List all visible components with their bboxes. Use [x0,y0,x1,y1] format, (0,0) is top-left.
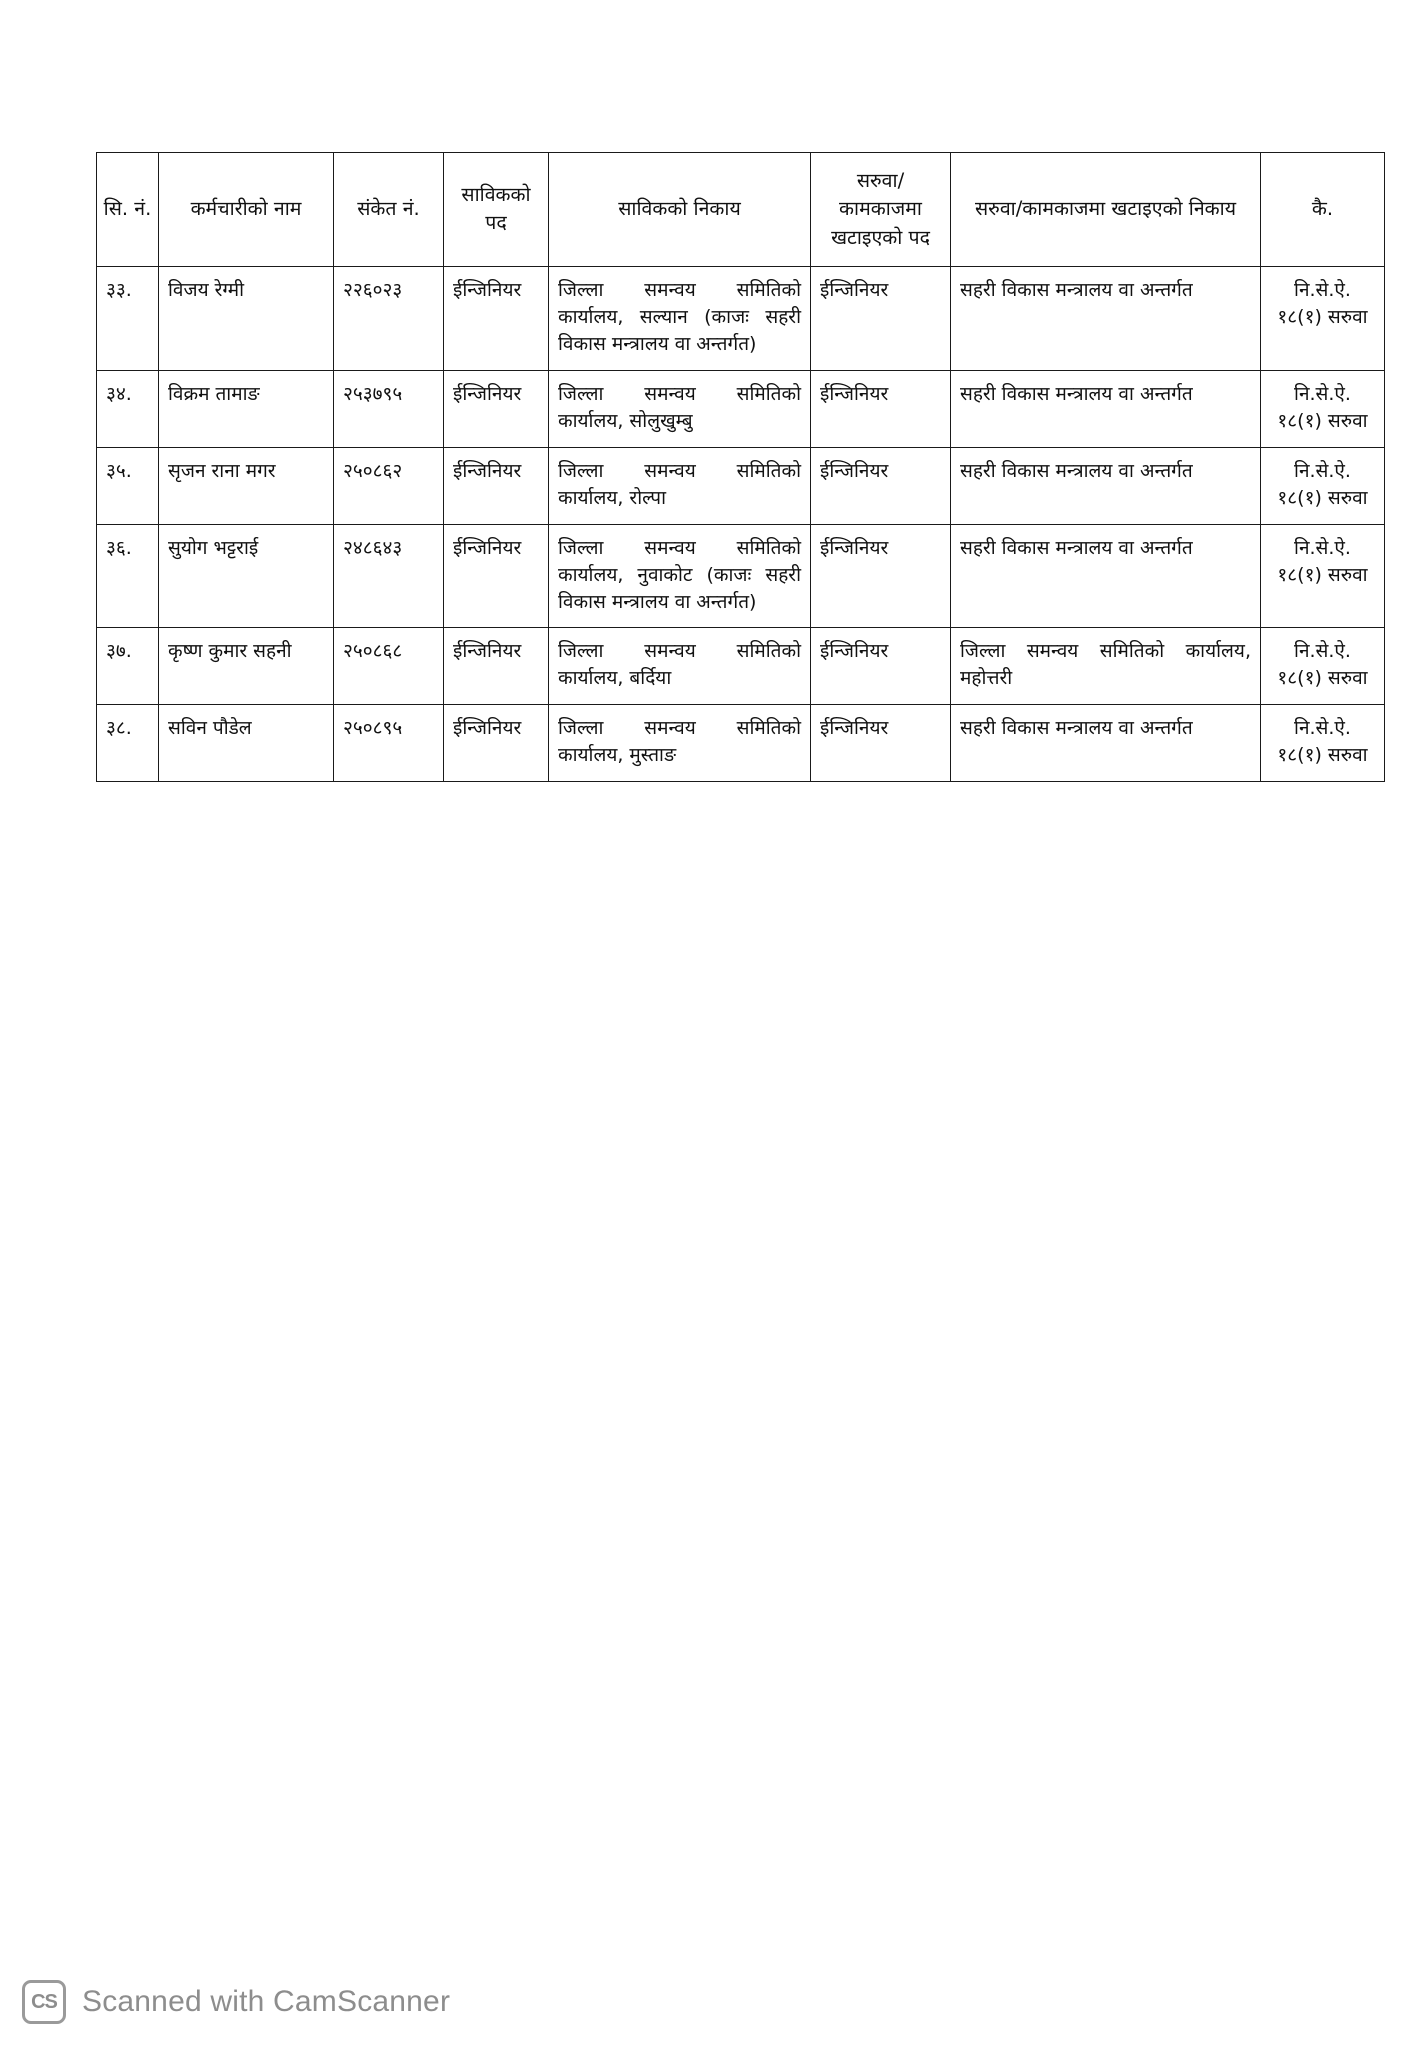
cell-previous-post: ईन्जिनियर [444,628,549,705]
camscanner-logo-icon: CS [22,1980,66,2024]
cell-serial: ३७. [97,628,159,705]
cell-previous-office: जिल्ला समन्वय समितिको कार्यालय, बर्दिया [549,628,811,705]
cell-employee-name: सृजन राना मगर [159,447,334,524]
cell-remarks: नि.से.ऐ. १८(१) सरुवा [1261,628,1385,705]
column-header-new-office: सरुवा/कामकाजमा खटाइएको निकाय [951,153,1261,267]
cell-new-post: ईन्जिनियर [811,370,951,447]
cell-employee-name: सुयोग भट्टराई [159,524,334,628]
cell-new-office: सहरी विकास मन्त्रालय वा अन्तर्गत [951,524,1261,628]
cell-new-post: ईन्जिनियर [811,705,951,782]
cell-new-post: ईन्जिनियर [811,266,951,370]
cell-code-number: २२६०२३ [334,266,444,370]
cell-previous-office: जिल्ला समन्वय समितिको कार्यालय, रोल्पा [549,447,811,524]
cell-previous-post: ईन्जिनियर [444,524,549,628]
cell-previous-office: जिल्ला समन्वय समितिको कार्यालय, सोलुखुम्बु [549,370,811,447]
cell-new-post: ईन्जिनियर [811,447,951,524]
cell-serial: ३४. [97,370,159,447]
cell-remarks: नि.से.ऐ. १८(१) सरुवा [1261,266,1385,370]
cell-employee-name: विजय रेग्मी [159,266,334,370]
cell-serial: ३३. [97,266,159,370]
transfer-table-container [96,152,1384,782]
table-row [97,266,1385,370]
scanner-watermark [0,1956,1408,2048]
cell-code-number: २५०८६२ [334,447,444,524]
column-header-serial: सि. नं. [97,153,159,267]
cell-previous-office: जिल्ला समन्वय समितिको कार्यालय, मुस्ताङ [549,705,811,782]
cell-serial: ३६. [97,524,159,628]
table-row [97,447,1385,524]
cell-previous-post: ईन्जिनियर [444,447,549,524]
cell-serial: ३८. [97,705,159,782]
transfer-table [96,152,1385,782]
cell-previous-post: ईन्जिनियर [444,266,549,370]
cell-new-post: ईन्जिनियर [811,628,951,705]
cell-code-number: २४८६४३ [334,524,444,628]
column-header-previous-office: साविकको निकाय [549,153,811,267]
table-row [97,370,1385,447]
cell-new-post: ईन्जिनियर [811,524,951,628]
table-row [97,628,1385,705]
table-header-row [97,153,1385,267]
column-header-employee-name: कर्मचारीको नाम [159,153,334,267]
cell-new-office: सहरी विकास मन्त्रालय वा अन्तर्गत [951,447,1261,524]
cell-previous-post: ईन्जिनियर [444,705,549,782]
cell-new-office: जिल्ला समन्वय समितिको कार्यालय, महोत्तरी [951,628,1261,705]
cell-previous-office: जिल्ला समन्वय समितिको कार्यालय, सल्यान (काजः सहरी विकास मन्त्रालय वा अन्तर्गत) [549,266,811,370]
cell-employee-name: कृष्ण कुमार सहनी [159,628,334,705]
cell-new-office: सहरी विकास मन्त्रालय वा अन्तर्गत [951,266,1261,370]
cell-employee-name: सविन पौडेल [159,705,334,782]
cell-remarks: नि.से.ऐ. १८(१) सरुवा [1261,524,1385,628]
column-header-previous-post: साविकको पद [444,153,549,267]
cell-remarks: नि.से.ऐ. १८(१) सरुवा [1261,370,1385,447]
column-header-new-post: सरुवा/ कामकाजमा खटाइएको पद [811,153,951,267]
cell-new-office: सहरी विकास मन्त्रालय वा अन्तर्गत [951,705,1261,782]
cell-new-office: सहरी विकास मन्त्रालय वा अन्तर्गत [951,370,1261,447]
cell-serial: ३५. [97,447,159,524]
cell-code-number: २५०८९५ [334,705,444,782]
cell-previous-post: ईन्जिनियर [444,370,549,447]
cell-code-number: २५०८६८ [334,628,444,705]
table-row [97,524,1385,628]
cell-remarks: नि.से.ऐ. १८(१) सरुवा [1261,705,1385,782]
camscanner-label: Scanned with CamScanner [82,1985,451,2018]
column-header-code-number: संकेत नं. [334,153,444,267]
cell-remarks: नि.से.ऐ. १८(१) सरुवा [1261,447,1385,524]
cell-employee-name: विक्रम तामाङ [159,370,334,447]
cell-code-number: २५३७९५ [334,370,444,447]
cell-previous-office: जिल्ला समन्वय समितिको कार्यालय, नुवाकोट (काजः सहरी विकास मन्त्रालय वा अन्तर्गत) [549,524,811,628]
table-row [97,705,1385,782]
column-header-remarks: कै. [1261,153,1385,267]
